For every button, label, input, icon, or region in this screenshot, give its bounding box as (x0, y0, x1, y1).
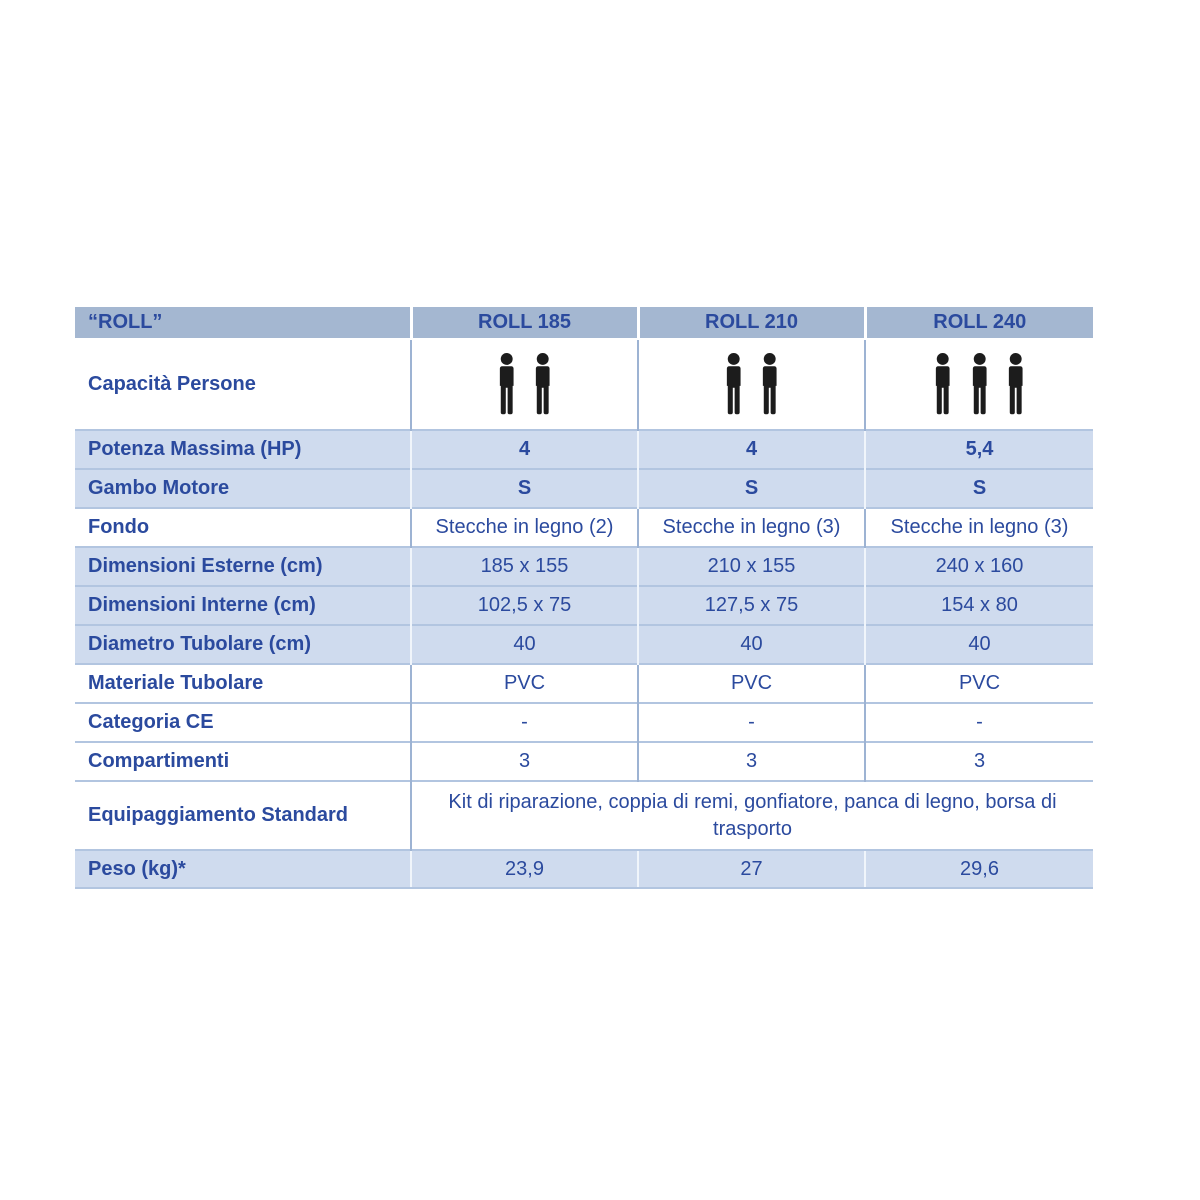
spec-value: Stecche in legno (3) (865, 508, 1093, 547)
person-icon (529, 353, 556, 417)
spec-value: Stecche in legno (3) (638, 508, 865, 547)
spec-value: 4 (638, 430, 865, 469)
spec-value: - (865, 703, 1093, 742)
capacity-cell (865, 339, 1093, 430)
table-row-potenza-massima (75, 430, 1093, 469)
spec-value: 210 x 155 (638, 547, 865, 586)
spec-value: Stecche in legno (2) (411, 508, 638, 547)
table-row-gambo-motore (75, 469, 1093, 508)
spec-value: 27 (638, 850, 865, 888)
spec-value: 154 x 80 (865, 586, 1093, 625)
spec-value: 40 (865, 625, 1093, 664)
spec-value: 29,6 (865, 850, 1093, 888)
spec-value: 40 (638, 625, 865, 664)
row-label: Diametro Tubolare (cm) (75, 625, 411, 664)
table-row-capacity (75, 339, 1093, 430)
person-icon (966, 353, 993, 417)
table-row-equipaggiamento (75, 781, 1093, 850)
person-icon (756, 353, 783, 417)
spec-value: 102,5 x 75 (411, 586, 638, 625)
row-label: Capacità Persone (75, 339, 411, 430)
spec-value: PVC (638, 664, 865, 703)
row-label: Equipaggiamento Standard (75, 781, 411, 850)
person-icon (1002, 353, 1029, 417)
spec-value: S (411, 469, 638, 508)
row-label: Compartimenti (75, 742, 411, 781)
table-row-peso (75, 850, 1093, 888)
row-label: Dimensioni Interne (cm) (75, 586, 411, 625)
row-label: Potenza Massima (HP) (75, 430, 411, 469)
spec-value: 3 (411, 742, 638, 781)
equipment-value-cell (411, 781, 1093, 850)
spec-value: PVC (865, 664, 1093, 703)
equipment-value: Kit di riparazione, coppia di remi, gonfiatore, panca di legno, borsa di trasporto (448, 790, 1057, 840)
table-row-categoria-ce (75, 703, 1093, 742)
table-row-dimensioni-interne (75, 586, 1093, 625)
capacity-cell (638, 339, 865, 430)
row-label: Categoria CE (75, 703, 411, 742)
spec-value: 240 x 160 (865, 547, 1093, 586)
spec-value: 185 x 155 (411, 547, 638, 586)
table-row-compartimenti (75, 742, 1093, 781)
column-header-roll-210: ROLL 210 (638, 307, 865, 339)
person-icon (720, 353, 747, 417)
column-header-roll-240: ROLL 240 (865, 307, 1093, 339)
spec-value: - (411, 703, 638, 742)
table-row-diametro-tubolare (75, 625, 1093, 664)
person-icon (493, 353, 520, 417)
capacity-cell (411, 339, 638, 430)
row-label: Fondo (75, 508, 411, 547)
table-row-dimensioni-esterne (75, 547, 1093, 586)
spec-value: 3 (865, 742, 1093, 781)
spec-value: 3 (638, 742, 865, 781)
spec-value: 40 (411, 625, 638, 664)
person-icon (929, 353, 956, 417)
spec-value: S (865, 469, 1093, 508)
series-title: “ROLL” (75, 307, 411, 339)
spec-value: PVC (411, 664, 638, 703)
boat-spec-table (75, 307, 1093, 889)
table-row-fondo (75, 508, 1093, 547)
spec-value: 23,9 (411, 850, 638, 888)
row-label: Peso (kg)* (75, 850, 411, 888)
spec-value: 4 (411, 430, 638, 469)
spec-value: 5,4 (865, 430, 1093, 469)
row-label: Gambo Motore (75, 469, 411, 508)
table-header-row (75, 307, 1093, 339)
table-row-materiale-tubolare (75, 664, 1093, 703)
row-label: Materiale Tubolare (75, 664, 411, 703)
spec-value: S (638, 469, 865, 508)
row-label: Dimensioni Esterne (cm) (75, 547, 411, 586)
spec-value: - (638, 703, 865, 742)
column-header-roll-185: ROLL 185 (411, 307, 638, 339)
spec-value: 127,5 x 75 (638, 586, 865, 625)
